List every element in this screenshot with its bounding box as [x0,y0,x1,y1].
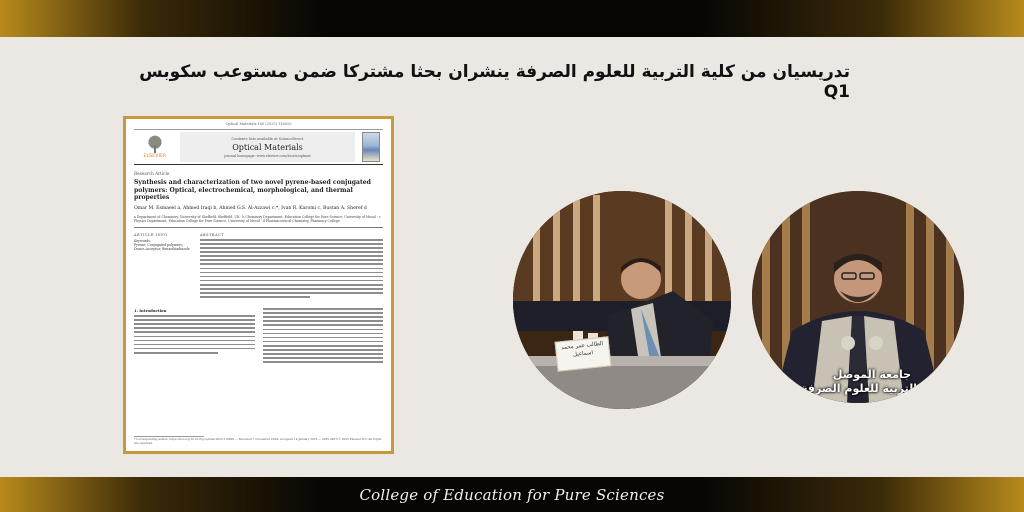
article-info-column [134,230,192,300]
photo-researcher-left [513,191,731,409]
photo-caption-college: كلية التربية للعلوم الصرفة [801,382,943,395]
photo-caption-university: جامعة الموصل [832,368,912,381]
photo-researcher-right [752,191,964,403]
footer-college-name: College of Education for Pure Sciences [359,485,665,504]
publisher-name: ELSEVIER [143,154,167,159]
tree-icon [143,135,167,153]
paper-citation-line: Optical Materials 160 (2025) 116820 [225,122,292,126]
paper-thumbnail [123,116,394,454]
body-columns [134,302,383,365]
paper-page [126,119,391,451]
journal-cover [359,130,383,164]
journal-name: Optical Materials [232,142,303,152]
ceremony-photo-left [513,191,731,409]
footnote-text: * Corresponding author. https://doi.org/10.1016/j.optmat.2025.116820 — Received 7 November 2024; Accepted 14 January 2025 — 0925-3467/© 2025 Elsevier B.V. All rights are reserved. [134,437,382,446]
journal-homepage: journal homepage: www.elsevier.com/locate/optmat [224,153,311,158]
body-right-column [263,302,384,365]
page-title: تدريسيان من كلية التربية للعلوم الصرفة ينشران بحثا مشتركا ضمن مستوعب سكوبس Q1 [139,62,850,102]
elsevier-logo [134,130,176,164]
body-text-lines-left [134,315,255,353]
journal-info [180,132,355,162]
nameplate: الطالب عمر محمد اسماعيل [555,336,612,371]
article-info-heading: ARTICLE INFO [134,232,168,237]
paper-journal-header [134,129,383,165]
paper-info-columns [134,230,383,300]
body-text-lines-right [263,308,384,363]
contents-available: Contents lists available at ScienceDirect [231,136,304,141]
abstract-heading: ABSTRACT [200,232,225,237]
bottom-gold-band [0,477,1024,512]
divider [134,227,383,228]
top-gold-band [0,0,1024,37]
body-left-column [134,302,255,365]
abstract-text-lines [200,239,383,298]
paper-affiliations: a Department of Chemistry, University of Sheffield, Sheffield, UK · b Chemistry Department, Education College for Pure Science, University of Mosul · c Physics Department, Education College for Pure Science, University of Mosul · d Pharmaceutical Chemistry, Pharmacy College [134,214,381,224]
journal-cover-image [362,132,380,162]
paper-footnote [134,436,383,446]
keywords-heading: Keywords: [134,238,151,243]
paper-title: Synthesis and characterization of two novel pyrene-based conjugated polymers: Optical, electrochemical, morphological, and thermal properties [134,179,371,202]
paper-authors: Omar M. Esmaeel a, Ahmed Iraqi b, Ahmed G.S. Al-Azzawi c,*, Ivan R. Karomi c, Bustan A. Sheref d [134,205,367,211]
article-type: Research Article [134,171,170,176]
introduction-heading: 1. Introduction [134,308,167,314]
abstract-column [200,230,383,300]
keywords: Pyrene; Conjugated polymers; Donor–Acceptor; Benzothiadiazole [134,243,190,252]
